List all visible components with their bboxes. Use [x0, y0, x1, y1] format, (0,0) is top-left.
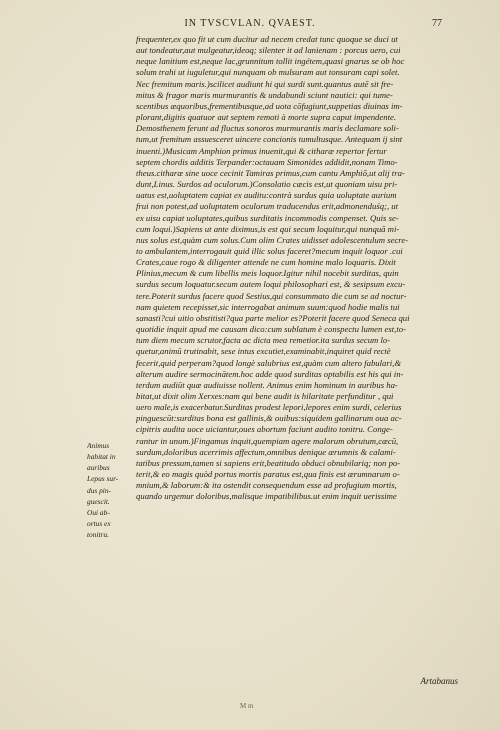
- text-line: dunt,Linus. Surdos ad oculorum.)Consolatio cæcis est,ut quoniam uisu pri-: [136, 179, 398, 190]
- text-line: tum,ut fremitum assuesceret uincere concionis tumultusque. Antequam ij sint: [136, 134, 403, 145]
- text-line: fecerit,quid perperam?quod longè salubrius est,quàm cum altero fabulari,&: [136, 357, 402, 368]
- text-line: inuenti.)Musicam Amphion primus inuenit,qui & citharæ repertor fertur: [136, 145, 387, 156]
- text-line: tum diem mecum scrutor,facta ac dicta mea remetior.ita surdus secum lo-: [136, 335, 391, 346]
- signature-mark: M m: [240, 702, 254, 710]
- text-line: Nec fremitum maris.)scilicet audiunt hi qui surdi sunt.quantus autē sit fre-: [136, 78, 394, 89]
- text-line: sanasti?cui uitio obstitisti?qua parte melior es?Poterit facere quod Seneca qui: [136, 312, 410, 323]
- text-line: scentibus æquoribus,frementibusque,ad uota cōfugiunt,suppetias diuinas im-: [136, 100, 403, 111]
- margin-note-line: tonitru.: [87, 530, 109, 540]
- text-line: septem chordis additis Terpander:octauam Simonides addidit,nonam Timo-: [136, 156, 398, 167]
- text-line: solum trahi ut iuguletur,qui nunquam ob mulsuram aut tonsuram capi solet.: [136, 67, 400, 78]
- text-line: rantur in unum.)Fingamus inquit,quempiam agere malorum obrutum,cæcū,: [136, 435, 399, 446]
- text-line: Plinius,mecum & cum libellis meis loquor.Igitur nihil nocebit surditas, quin: [136, 268, 399, 279]
- text-line: Crates,caue rogo & diligenter attende ne cum homine malo loquaris. Dixit: [136, 257, 396, 268]
- margin-note-line: ortus ex: [87, 519, 111, 529]
- text-line: uero male,is exacerbatur.Surditas prodest lepori,lepores enim surdi, celerius: [136, 402, 402, 413]
- text-line: Demosthenem ferunt ad fluctus sonoros murmurantis maris declamare soli-: [136, 123, 399, 134]
- text-line: cum loqui.)Sapiens ut ante diximus,is est qui secum loquitur,qui nunquā mi-: [136, 223, 400, 234]
- running-title: IN TVSCVLAN. QVAEST.: [184, 18, 316, 29]
- text-line: surdus secum loquatur.secum autem loqui philosophari est, & sesipsum excu-: [136, 279, 406, 290]
- text-line: quotidie inquit apud me causam dico:cum sublatum è conspectu lumen est,to-: [136, 324, 406, 335]
- margin-note-line: Animus: [87, 441, 110, 450]
- margin-note-line: habitat in: [87, 452, 116, 462]
- margin-note-line: dus pin-: [87, 485, 112, 495]
- text-line: theus.citharæ sine uoce cecinit Tamiras primus,cum cantu Amphiō,ut alij tra-: [136, 167, 405, 178]
- text-line: nus solus est,quàm cum solus.Cum olim Crates uidisset adolescentulum secre-: [136, 234, 409, 245]
- text-line: mnium,& laborum:& ita ostendit consequendum esse ad profugium mortis,: [136, 480, 397, 491]
- text-line: terit,& eo magis quòd portus mortis paratus est,qua finis est ærumnarum o-: [136, 469, 400, 480]
- text-line: tere.Poterit surdus facere quod Sestius,qui consummato die cum se ad noctur-: [136, 290, 407, 301]
- margin-notes: [87, 440, 135, 540]
- margin-note-line: auribus: [87, 463, 110, 473]
- running-header: [0, 18, 500, 29]
- text-line: to ambulantem,interrogauit quid illic solus faceret?mecum inquit loquor .cui: [136, 245, 403, 256]
- text-line: mitus & fragor maris murmurantis & undabundi sciunt nautici: qui tume-: [136, 89, 393, 100]
- text-line: frui non potest,ad uoluptatem oculorum traducendus erit,admonenduśq;, ut: [136, 201, 399, 212]
- text-line: plorant,digitis quatuor aut septem remoti à morte supra caput impendente.: [136, 112, 397, 123]
- margin-note-line: Lepus sur-: [87, 474, 119, 484]
- text-line: aut tondeatur,aut mulgeatur,ideoq; silenter it ad lanienam : porcus uero, cui: [136, 45, 401, 56]
- catchword: Artabanus: [420, 676, 458, 686]
- margin-note-line: guescit.: [87, 496, 110, 506]
- text-line: tatibus pressum,tamen si sapiens erit,beatitudo obduci obnubilariq; non po-: [136, 457, 401, 468]
- text-line: bitat,ut dixit olim Xerxes:nam qui bene audit is hilaritate perfunditur , qui: [136, 391, 394, 401]
- page-number: 77: [432, 18, 442, 29]
- text-line: neque lanitium est,neque lac,grunnitum tollit ingétem,quasi gnarus se ob hoc: [136, 56, 405, 67]
- text-line: quetur,animū trutinabit, sese intus excutiet,examinabit,inquiret quid rectè: [136, 346, 391, 357]
- text-line: cipitris audita uoce uiciantur,oues abortum faciunt audito tonitru. Conge-: [136, 424, 393, 435]
- text-line: ex uisu capiat uoluptates,quibus surditatis incommodis compenset. Quis se-: [136, 212, 399, 223]
- text-line: surdum,doloribus acerrimis affectum,omnibus denique ærumnis & calami-: [136, 446, 396, 457]
- text-line: alterum audire sermocinātem.hoc adde quod surditas optabilis est his qui in-: [136, 368, 404, 379]
- text-line: frequenter,ex quo fit ut cum ducitur ad necem credat tunc quoque se duci ut: [136, 34, 398, 44]
- text-line: pinguescūt:surditas bona est gallinis,& ouibus:siquidem gallinarum oua ac-: [136, 413, 402, 424]
- main-text-block: [136, 34, 458, 503]
- margin-note-line: Oui ab-: [87, 507, 110, 517]
- text-line: terdum audiūt quæ audiuisse nollent. Animus enim hominum in auribus ha-: [136, 379, 398, 390]
- text-line: uatus est,uoluptatem capiat ex auditu:contrà surdus quia uoluptate aurium: [136, 190, 397, 201]
- text-line: quando urgemur doloribus,malisque impatibilibus.ut enim inquit uerissime: [136, 491, 397, 502]
- text-line: nam quietem recepisset,sic interrogabat animum suum:quod hodie malis tui: [136, 301, 400, 312]
